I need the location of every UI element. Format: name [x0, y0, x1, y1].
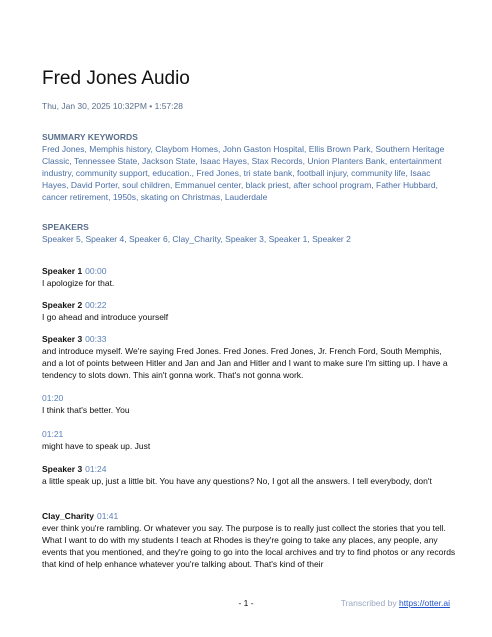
document-meta: Thu, Jan 30, 2025 10:32PM • 1:57:28: [42, 101, 183, 111]
speaker-name: Speaker 3: [42, 464, 83, 474]
timestamp-link[interactable]: 01:20: [42, 393, 64, 403]
timestamp-link[interactable]: 01:24: [85, 464, 107, 474]
summary-keywords-label: SUMMARY KEYWORDS: [42, 132, 138, 142]
speaker-name: Speaker 3: [42, 334, 83, 344]
otter-link[interactable]: https://otter.ai: [398, 598, 450, 608]
speakers-label: SPEAKERS: [42, 222, 89, 232]
transcript-entry: [42, 428, 458, 452]
utterance-text: a little speak up, just a little bit. You have any questions? No, I got all the answers. I tell everybody, don't: [42, 476, 432, 486]
timestamp-link[interactable]: 00:33: [85, 334, 107, 344]
transcript-entry: [42, 392, 458, 416]
speaker-name: Speaker 1: [42, 266, 83, 276]
utterance-text: I think that's better. You: [42, 405, 130, 415]
timestamp-link[interactable]: 00:00: [85, 266, 107, 276]
summary-keywords-text: Fred Jones, Memphis history, Claybom Homes, John Gaston Hospital, Ellis Brown Park, Southern Heritage Classic, Tennessee State, Jackson State, Isaac Hayes, Stax Records, Union Planters Bank, entertainment industry, community support, education., Fred Jones, tri state bank, football injury, community life, Isaac Hayes, David Porter, soul children, Emmanuel center, black priest, after school program, Father Hubbard, cancer retirement, 1950s, skating on Christmas, Lauderdale: [42, 144, 445, 202]
transcription-credit: [341, 598, 450, 608]
timestamp-link[interactable]: 01:41: [96, 511, 119, 521]
utterance-text: might have to speak up. Just: [42, 441, 151, 451]
speakers-list: Speaker 5, Speaker 4, Speaker 6, Clay_Charity, Speaker 3, Speaker 1, Speaker 2: [42, 234, 351, 244]
utterance-text: and introduce myself. We're saying Fred Jones. Fred Jones. Fred Jones, Jr. French Ford, South Memphis, and a lot of points between Hitler and Jan and Jan and Hitler and I want to make sure I'm sitting up. I have a tendency to slots down. This ain't gonna work. That's not gonna work.: [42, 346, 448, 380]
timestamp-link[interactable]: 00:22: [85, 300, 107, 310]
transcript-entry: [42, 265, 458, 289]
speaker-name: Clay_Charity: [42, 511, 94, 521]
credit-prefix: Transcribed by: [340, 598, 399, 608]
document-title: Fred Jones Audio: [42, 68, 190, 89]
transcript-entry: [42, 299, 458, 323]
speaker-name: Speaker 2: [42, 300, 83, 310]
utterance-text: ever think you're rambling. Or whatever you say. The purpose is to really just collect the stories that you tell. What I want to do with my students I teach at Rhodes is they're going to take any places, any people, any events that you mentioned, and they're going to go into the local archives and try to find photos or any records that kind of help enhance whatever you're talking about. That's kind of their: [42, 523, 456, 569]
timestamp-link[interactable]: 01:21: [42, 429, 64, 439]
utterance-text: I go ahead and introduce yourself: [42, 312, 169, 322]
transcript-entry: [42, 463, 458, 487]
transcript-entry: [42, 510, 458, 570]
transcript-entry: [42, 333, 458, 381]
utterance-text: I apologize for that.: [42, 278, 115, 288]
page-number: - 1 -: [238, 598, 254, 608]
